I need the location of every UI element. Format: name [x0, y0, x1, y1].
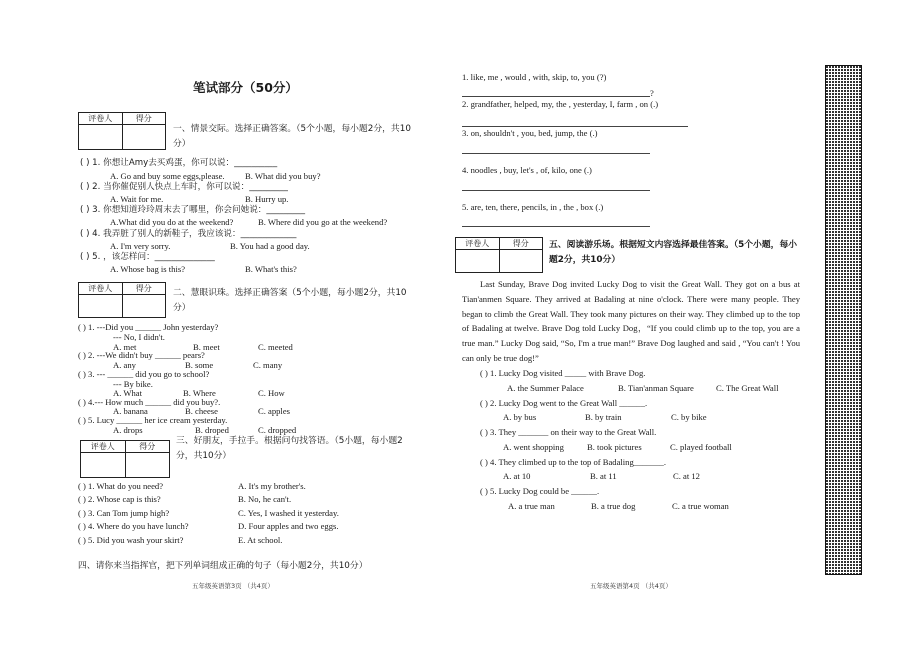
s2-q1-b: --- No, I didn't.	[113, 332, 165, 342]
s2-q2-opt-b: B. some	[185, 360, 214, 370]
s2-q5-opt-c: C. dropped	[258, 425, 297, 435]
s2-q3-b: --- By bike.	[113, 379, 153, 389]
s4-answer-line3[interactable]	[462, 153, 650, 154]
s5-q1-opt-c: C. The Great Wall	[716, 383, 779, 393]
section2-heading: 二、慧眼识珠。选择正确答案（5个小题，每小题2分，共10分）	[173, 288, 407, 313]
binding-strip	[825, 65, 862, 575]
reading-passage: Last Sunday, Brave Dog invited Lucky Dog to visit the Great Wall. They got on a bus at Tian'anmen Square. They arrived at Badaling at nine o'clock. There were many people. They began to climb the Great Wall. They took many pictures on their way. They climbed up to the top of Badaling at twelve. Brave Dog told Lucky Dog，“If you could climb up to the top, you are a true man.” Lucky Dog said, “So, I'm a true man!” Brave Dog laughed and said , “You can't ! You can only be true dog!”	[462, 279, 800, 363]
s4-answer-line4[interactable]	[462, 190, 650, 191]
s2-q3-opt-a: A. What	[113, 388, 142, 398]
s1-q3-b: B. Where did you go at the weekend?	[258, 217, 388, 227]
s2-q5-opt-a: A. drops	[113, 425, 143, 435]
score-box-5	[455, 237, 543, 273]
s3-q2: ( ) 2. Whose cap is this?	[78, 494, 161, 504]
s5-q5-opt-b: B. a true dog	[591, 501, 636, 511]
s5-q3-opt-a: A. went shopping	[503, 442, 564, 452]
s5-q2-opt-c: C. by bike	[671, 412, 707, 422]
grader-label: 评卷人	[465, 239, 490, 248]
s1-q5-b: B. What's this?	[245, 264, 297, 274]
s5-q4-opt-c: C. at 12	[673, 471, 700, 481]
s5-q1-opt-a: A. the Summer Palace	[507, 383, 584, 393]
score-cell[interactable]	[499, 250, 543, 272]
s5-q4-opt-a: A. at 10	[503, 471, 531, 481]
s5-q1: ( ) 1. Lucky Dog visited _____ with Brave Dog.	[480, 368, 646, 378]
s4-answer-line2[interactable]	[462, 126, 688, 127]
section4-heading: 四、请你来当指挥官，把下列单词组成正确的句子（每小题2分，共10分）	[78, 561, 368, 571]
s1-q3-a: A.What did you do at the weekend?	[110, 217, 234, 227]
s4-item4: 4. noodles , buy, let's , of, kilo, one (.)	[462, 165, 592, 175]
footer-left: 五年级英语第3页 （共4页）	[192, 582, 274, 590]
grader-label: 评卷人	[88, 284, 113, 293]
s2-q4-opt-c: C. apples	[258, 406, 290, 416]
s2-q4-opt-b: B. cheese	[185, 406, 218, 416]
s2-q2: ( ) 2. ---We didn't buy ______ pears?	[78, 350, 205, 360]
s3-q5: ( ) 5. Did you wash your skirt?	[78, 535, 184, 545]
s3-a1: A. It's my brother's.	[238, 481, 306, 491]
s1-q5-a: A. Whose bag is this?	[110, 264, 186, 274]
s5-q2: ( ) 2. Lucky Dog went to the Great Wall ______.	[480, 398, 648, 408]
s2-q5-opt-b: B. droped	[195, 425, 229, 435]
s3-a4: D. Four apples and two eggs.	[238, 521, 339, 531]
s2-q1-opt-c: C. meeted	[258, 342, 293, 352]
s5-q4-opt-b: B. at 11	[590, 471, 617, 481]
grader-cell[interactable]	[79, 125, 122, 149]
s3-a2: B. No, he can't.	[238, 494, 292, 504]
s5-q4: ( ) 4. They climbed up to the top of Badaling_______.	[480, 457, 667, 467]
score-cell[interactable]	[125, 453, 170, 477]
s1-q4-a: A. I'm very sorry.	[110, 241, 171, 251]
s4-item1: 1. like, me , would , with, skip, to, you (?)	[462, 72, 607, 82]
score-label: 得分	[125, 441, 170, 452]
s2-q3: ( ) 3. --- ______ did you go to school?	[78, 369, 210, 379]
s2-q1: ( ) 1. ---Did you ______ John yesterday?	[78, 322, 219, 332]
s2-q1-opt-a: A. met	[113, 342, 137, 352]
s1-q1-a: A. Go and buy some eggs,please.	[110, 171, 225, 181]
s1-q1-b: B. What did you buy?	[245, 171, 321, 181]
s2-q3-opt-b: B. Where	[183, 388, 216, 398]
s3-q3: ( ) 3. Can Tom jump high?	[78, 508, 170, 518]
score-label: 得分	[499, 238, 543, 249]
section3-heading: 三、好朋友，手拉手。根据问句找答语。（5小题，每小题2分，共10分）	[176, 436, 403, 461]
grader-label: 评卷人	[88, 114, 113, 123]
grader-label: 评卷人	[90, 442, 115, 451]
s2-q4-opt-a: A. banana	[113, 406, 148, 416]
score-box-1	[78, 112, 166, 150]
s2-q2-opt-a: A. any	[113, 360, 136, 370]
s1-q4-b: B. You had a good day.	[230, 241, 310, 251]
score-label: 得分	[122, 283, 166, 294]
s5-q2-opt-a: A. by bus	[503, 412, 537, 422]
score-cell[interactable]	[122, 295, 166, 317]
page-title: 笔试部分（50分）	[193, 80, 298, 95]
s4-line1-question-mark: ?	[650, 88, 654, 98]
s4-item5: 5. are, ten, there, pencils, in , the , box (.)	[462, 202, 604, 212]
score-box-3	[80, 440, 170, 478]
s2-q2-opt-c: C. many	[253, 360, 283, 370]
section1-heading: 一、情景交际。选择正确答案。（5个小题，每小题2分，共10分）	[173, 124, 411, 149]
s1-q5: ( ) 5. ，该怎样问：______________	[80, 252, 215, 262]
s4-item2: 2. grandfather, helped, my, the , yesterday, I, farm , on (.)	[462, 99, 659, 109]
s1-q2: ( ) 2. 当你催促别人快点上车时，你可以说：_________	[80, 182, 288, 192]
s2-q3-opt-c: C. How	[258, 388, 285, 398]
s5-q5-opt-a: A. a true man	[508, 501, 555, 511]
grader-cell[interactable]	[456, 250, 499, 272]
s4-item3: 3. on, shouldn't , you, bed, jump, the (.)	[462, 128, 598, 138]
s5-q3-opt-c: C. played football	[670, 442, 732, 452]
s5-q2-opt-b: B. by train	[585, 412, 622, 422]
s4-answer-line1[interactable]	[462, 96, 650, 97]
s5-q1-opt-b: B. Tian'anman Square	[618, 383, 694, 393]
s1-q3: ( ) 3. 你想知道玲玲周末去了哪里，你会问她说：_________	[80, 205, 306, 215]
s3-q1: ( ) 1. What do you need?	[78, 481, 164, 491]
s3-q4: ( ) 4. Where do you have lunch?	[78, 521, 189, 531]
s1-q4: ( ) 4. 我弄脏了别人的新鞋子，我应该说：_____________	[80, 229, 297, 239]
s5-q5: ( ) 5. Lucky Dog could be ______.	[480, 486, 600, 496]
s1-q1: ( ) 1. 你想让Amy去买鸡蛋，你可以说：__________	[80, 158, 278, 168]
s2-q4: ( ) 4.--- How much ______ did you buy?.	[78, 397, 221, 407]
s2-q1-opt-b: B. meet	[193, 342, 220, 352]
s3-a5: E. At school.	[238, 535, 283, 545]
score-label: 得分	[122, 113, 166, 124]
grader-cell[interactable]	[81, 453, 125, 477]
section5-heading: 五、阅读游乐场。根据短文内容选择最佳答案。（5个小题，每小题2分，共10分）	[549, 240, 798, 265]
s1-q2-b: B. Hurry up.	[245, 194, 289, 204]
s3-a3: C. Yes, I washed it yesterday.	[238, 508, 339, 518]
s5-q5-opt-c: C. a true woman	[672, 501, 729, 511]
score-cell[interactable]	[122, 125, 166, 149]
score-box-2	[78, 282, 166, 318]
s4-answer-line5[interactable]	[462, 226, 650, 227]
s5-q3: ( ) 3. They _______ on their way to the Great Wall.	[480, 427, 657, 437]
s2-q5: ( ) 5. Lucy ______ her ice cream yesterday.	[78, 415, 228, 425]
grader-cell[interactable]	[79, 295, 122, 317]
s5-q3-opt-b: B. took pictures	[587, 442, 642, 452]
footer-right: 五年级英语第4页 （共4页）	[590, 582, 672, 590]
s1-q2-a: A. Wait for me.	[110, 194, 164, 204]
